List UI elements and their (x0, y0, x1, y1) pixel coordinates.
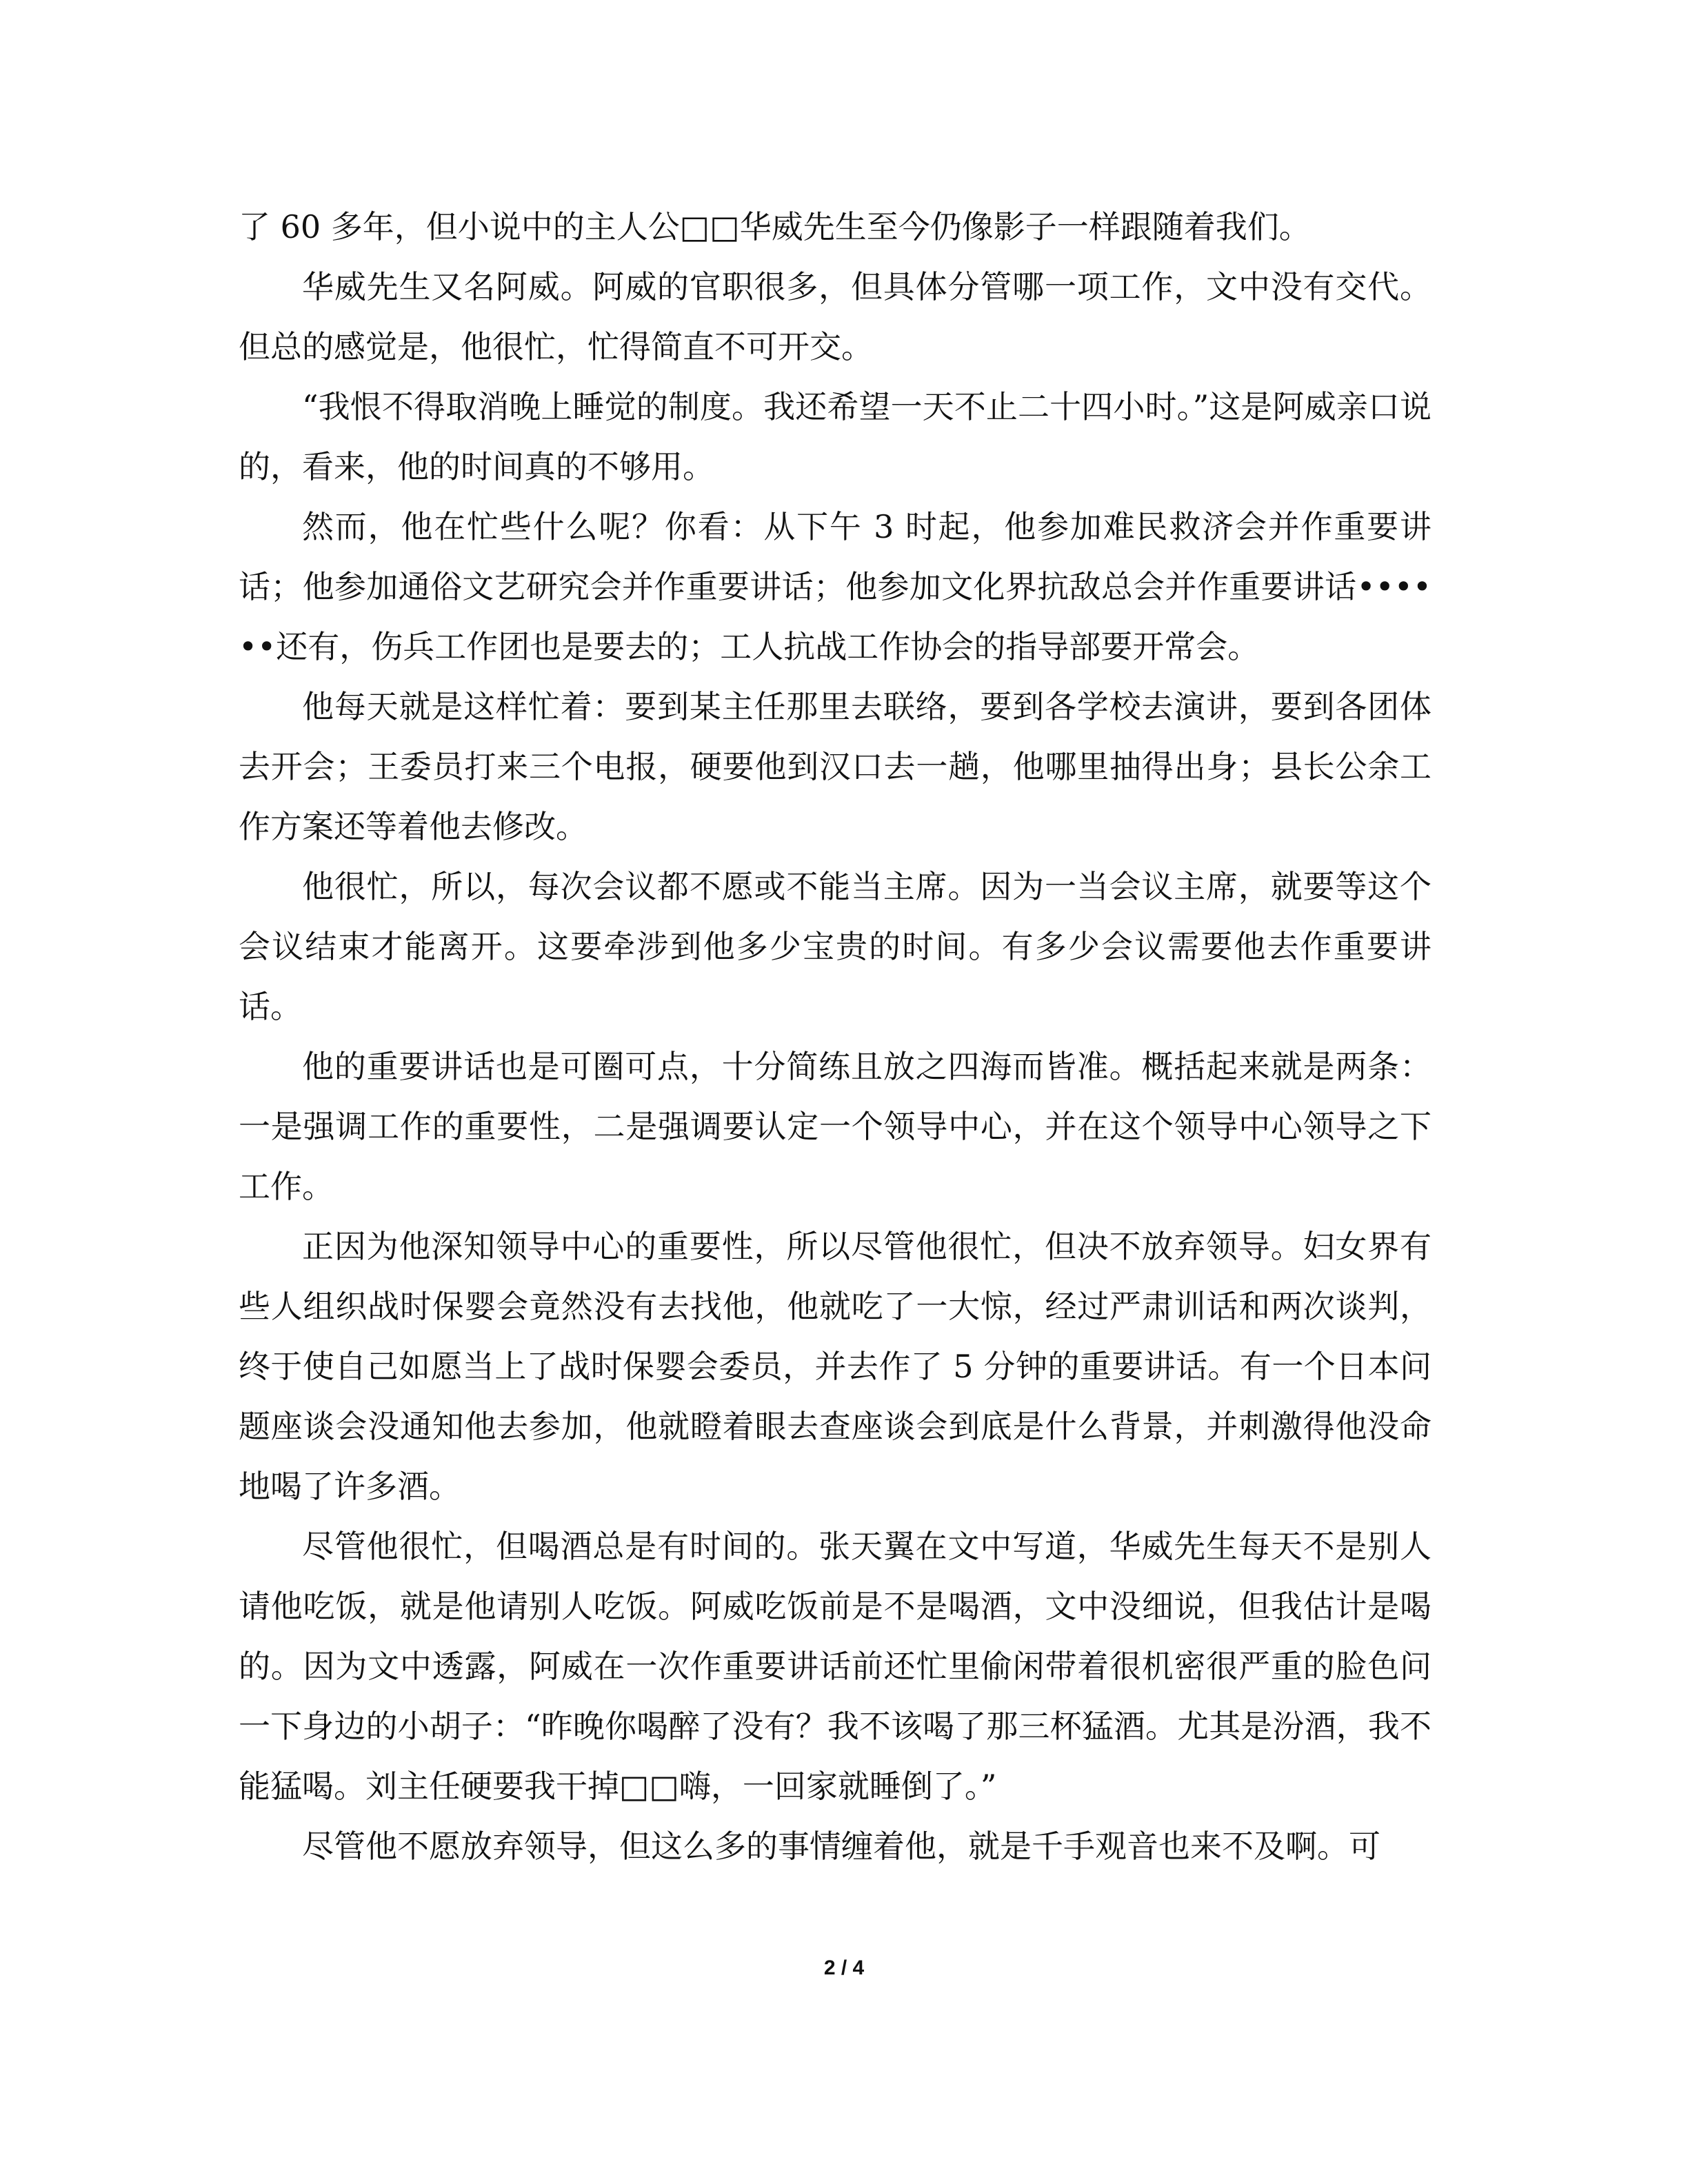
page-number: 2 / 4 (823, 1957, 865, 1979)
paragraph-7: 他的重要讲话也是可圈可点，十分简练且放之四海而皆准。概括起来就是两条：一是强调工作的重要性，二是强调要认定一个领导中心，并在这个领导中心领导之下工作。 (239, 1048, 1431, 1205)
paragraph-1: 了 60 多年，但小说中的主人公□□华威先生至今仍像影子一样跟随着我们。 (239, 208, 1311, 245)
document-body (239, 197, 1431, 1877)
paragraph-3: “我恨不得取消晚上睡觉的制度。我还希望一天不止二十四小时。”这是阿威亲口说的，看来，他的时间真的不够用。 (239, 388, 1431, 485)
paragraph-9: 尽管他很忙，但喝酒总是有时间的。张天翼在文中写道，华威先生每天不是别人请他吃饭，就是他请别人吃饭。阿威吃饭前是不是喝酒，文中没细说，但我估计是喝的。因为文中透露，阿威在一次作重要讲话前还忙里偷闲带着很机密很严重的脸色问一下身边的小胡子：“昨晚你喝醉了没有？我不该喝了那三杯猛酒。尤其是汾酒，我不能猛喝。刘主任硬要我干掉□□嗨，一回家就睡倒了。” (239, 1528, 1431, 1805)
paragraph-5: 他每天就是这样忙着：要到某主任那里去联络，要到各学校去演讲，要到各团体去开会；王委员打来三个电报，硬要他到汉口去一趟，他哪里抽得出身；县长公余工作方案还等着他去修改。 (239, 688, 1431, 845)
paragraph-6: 他很忙，所以，每次会议都不愿或不能当主席。因为一当会议主席，就要等这个会议结束才能离开。这要牵涉到他多少宝贵的时间。有多少会议需要他去作重要讲话。 (239, 868, 1431, 1025)
paragraph-2: 华威先生又名阿威。阿威的官职很多，但具体分管哪一项工作，文中没有交代。但总的感觉是，他很忙，忙得简直不可开交。 (239, 268, 1431, 365)
paragraph-8: 正因为他深知领导中心的重要性，所以尽管他很忙，但决不放弃领导。妇女界有些人组织战时保婴会竟然没有去找他，他就吃了一大惊，经过严肃训话和两次谈判，终于使自己如愿当上了战时保婴会委员，并去作了 5 分钟的重要讲话。有一个日本问题座谈会没通知他去参加，他就瞪着眼去查座谈会到底是什么背景，并刺激得他没命地喝了许多酒。 (239, 1228, 1431, 1505)
paragraph-10: 尽管他不愿放弃领导，但这么多的事情缠着他，就是千手观音也来不及啊。可 (302, 1828, 1380, 1865)
paragraph-4: 然而，他在忙些什么呢？你看：从下午 3 时起，他参加难民救济会并作重要讲话；他参加通俗文艺研究会并作重要讲话；他参加文化界抗敌总会并作重要讲话••••••还有，伤兵工作团也是要去的；工人抗战工作协会的指导部要开常会。 (239, 508, 1431, 665)
